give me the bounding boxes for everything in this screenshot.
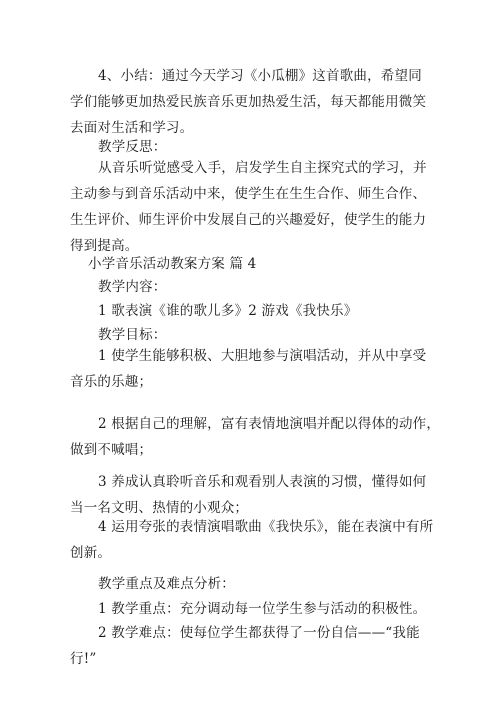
summary-line-2: 学们能够更加热爱民族音乐更加热爱生活，每天都能用微笑 bbox=[70, 94, 427, 110]
reflection-line-4: 得到提高。 bbox=[70, 238, 139, 254]
goal-item-1 bbox=[70, 343, 440, 395]
reflection-line-3: 生生评价、师生评价中发展自己的兴趣爱好，使学生的能力 bbox=[70, 212, 427, 228]
summary-line-3: 去面对生活和学习。 bbox=[70, 120, 194, 136]
difficulty-line-1: 2 教学难点：使每位学生都获得了一份自信——“我能 bbox=[98, 625, 420, 641]
reflection-line-1: 从音乐听觉感受入手，启发学生自主探究式的学习，并 bbox=[98, 160, 427, 176]
goal-1-line-2: 音乐的乐趣； bbox=[70, 374, 153, 390]
goals-heading: 教学目标： bbox=[98, 327, 167, 343]
keypoints-heading: 教学重点及难点分析： bbox=[98, 576, 235, 592]
difficulty-line-2: 行!” bbox=[70, 651, 97, 667]
summary-paragraph bbox=[70, 63, 440, 141]
content-items: 1 歌表演《谁的歌儿多》2 游戏《我快乐》 bbox=[98, 303, 358, 319]
reflection-line-2: 主动参与到音乐活动中来，使学生在生生合作、师生合作、 bbox=[70, 186, 427, 202]
summary-line-1: 4、小结：通过今天学习《小瓜棚》这首歌曲，希望同 bbox=[98, 68, 422, 84]
reflection-paragraph bbox=[70, 155, 440, 259]
difficulty-paragraph bbox=[70, 620, 440, 672]
content-heading: 教学内容： bbox=[98, 279, 167, 295]
goal-item-4 bbox=[70, 514, 440, 566]
goal-3-line-2: 当一名文明、热情的小观众； bbox=[70, 500, 249, 516]
reflection-heading: 教学反思： bbox=[98, 139, 167, 155]
goal-4-line-1: 4 运用夸张的表情演唱歌曲《我快乐》，能在表演中有所 bbox=[98, 519, 434, 535]
goal-2-line-2: 做到不喊唱； bbox=[70, 442, 153, 458]
goal-3-line-1: 3 养成认真聆听音乐和观看别人表演的习惯，懂得如何 bbox=[98, 474, 427, 490]
plan-title: 小学音乐活动教案方案 篇 4 bbox=[88, 256, 257, 272]
goal-item-2 bbox=[70, 411, 440, 463]
goal-1-line-1: 1 使学生能够积极、大胆地参与演唱活动，并从中享受 bbox=[98, 348, 427, 364]
key-point: 1 教学重点：充分调动每一位学生参与活动的积极性。 bbox=[98, 601, 427, 617]
goal-4-line-2: 创新。 bbox=[70, 545, 112, 561]
goal-2-line-1: 2 根据自己的理解，富有表情地演唱并配以得体的动作， bbox=[98, 416, 441, 432]
